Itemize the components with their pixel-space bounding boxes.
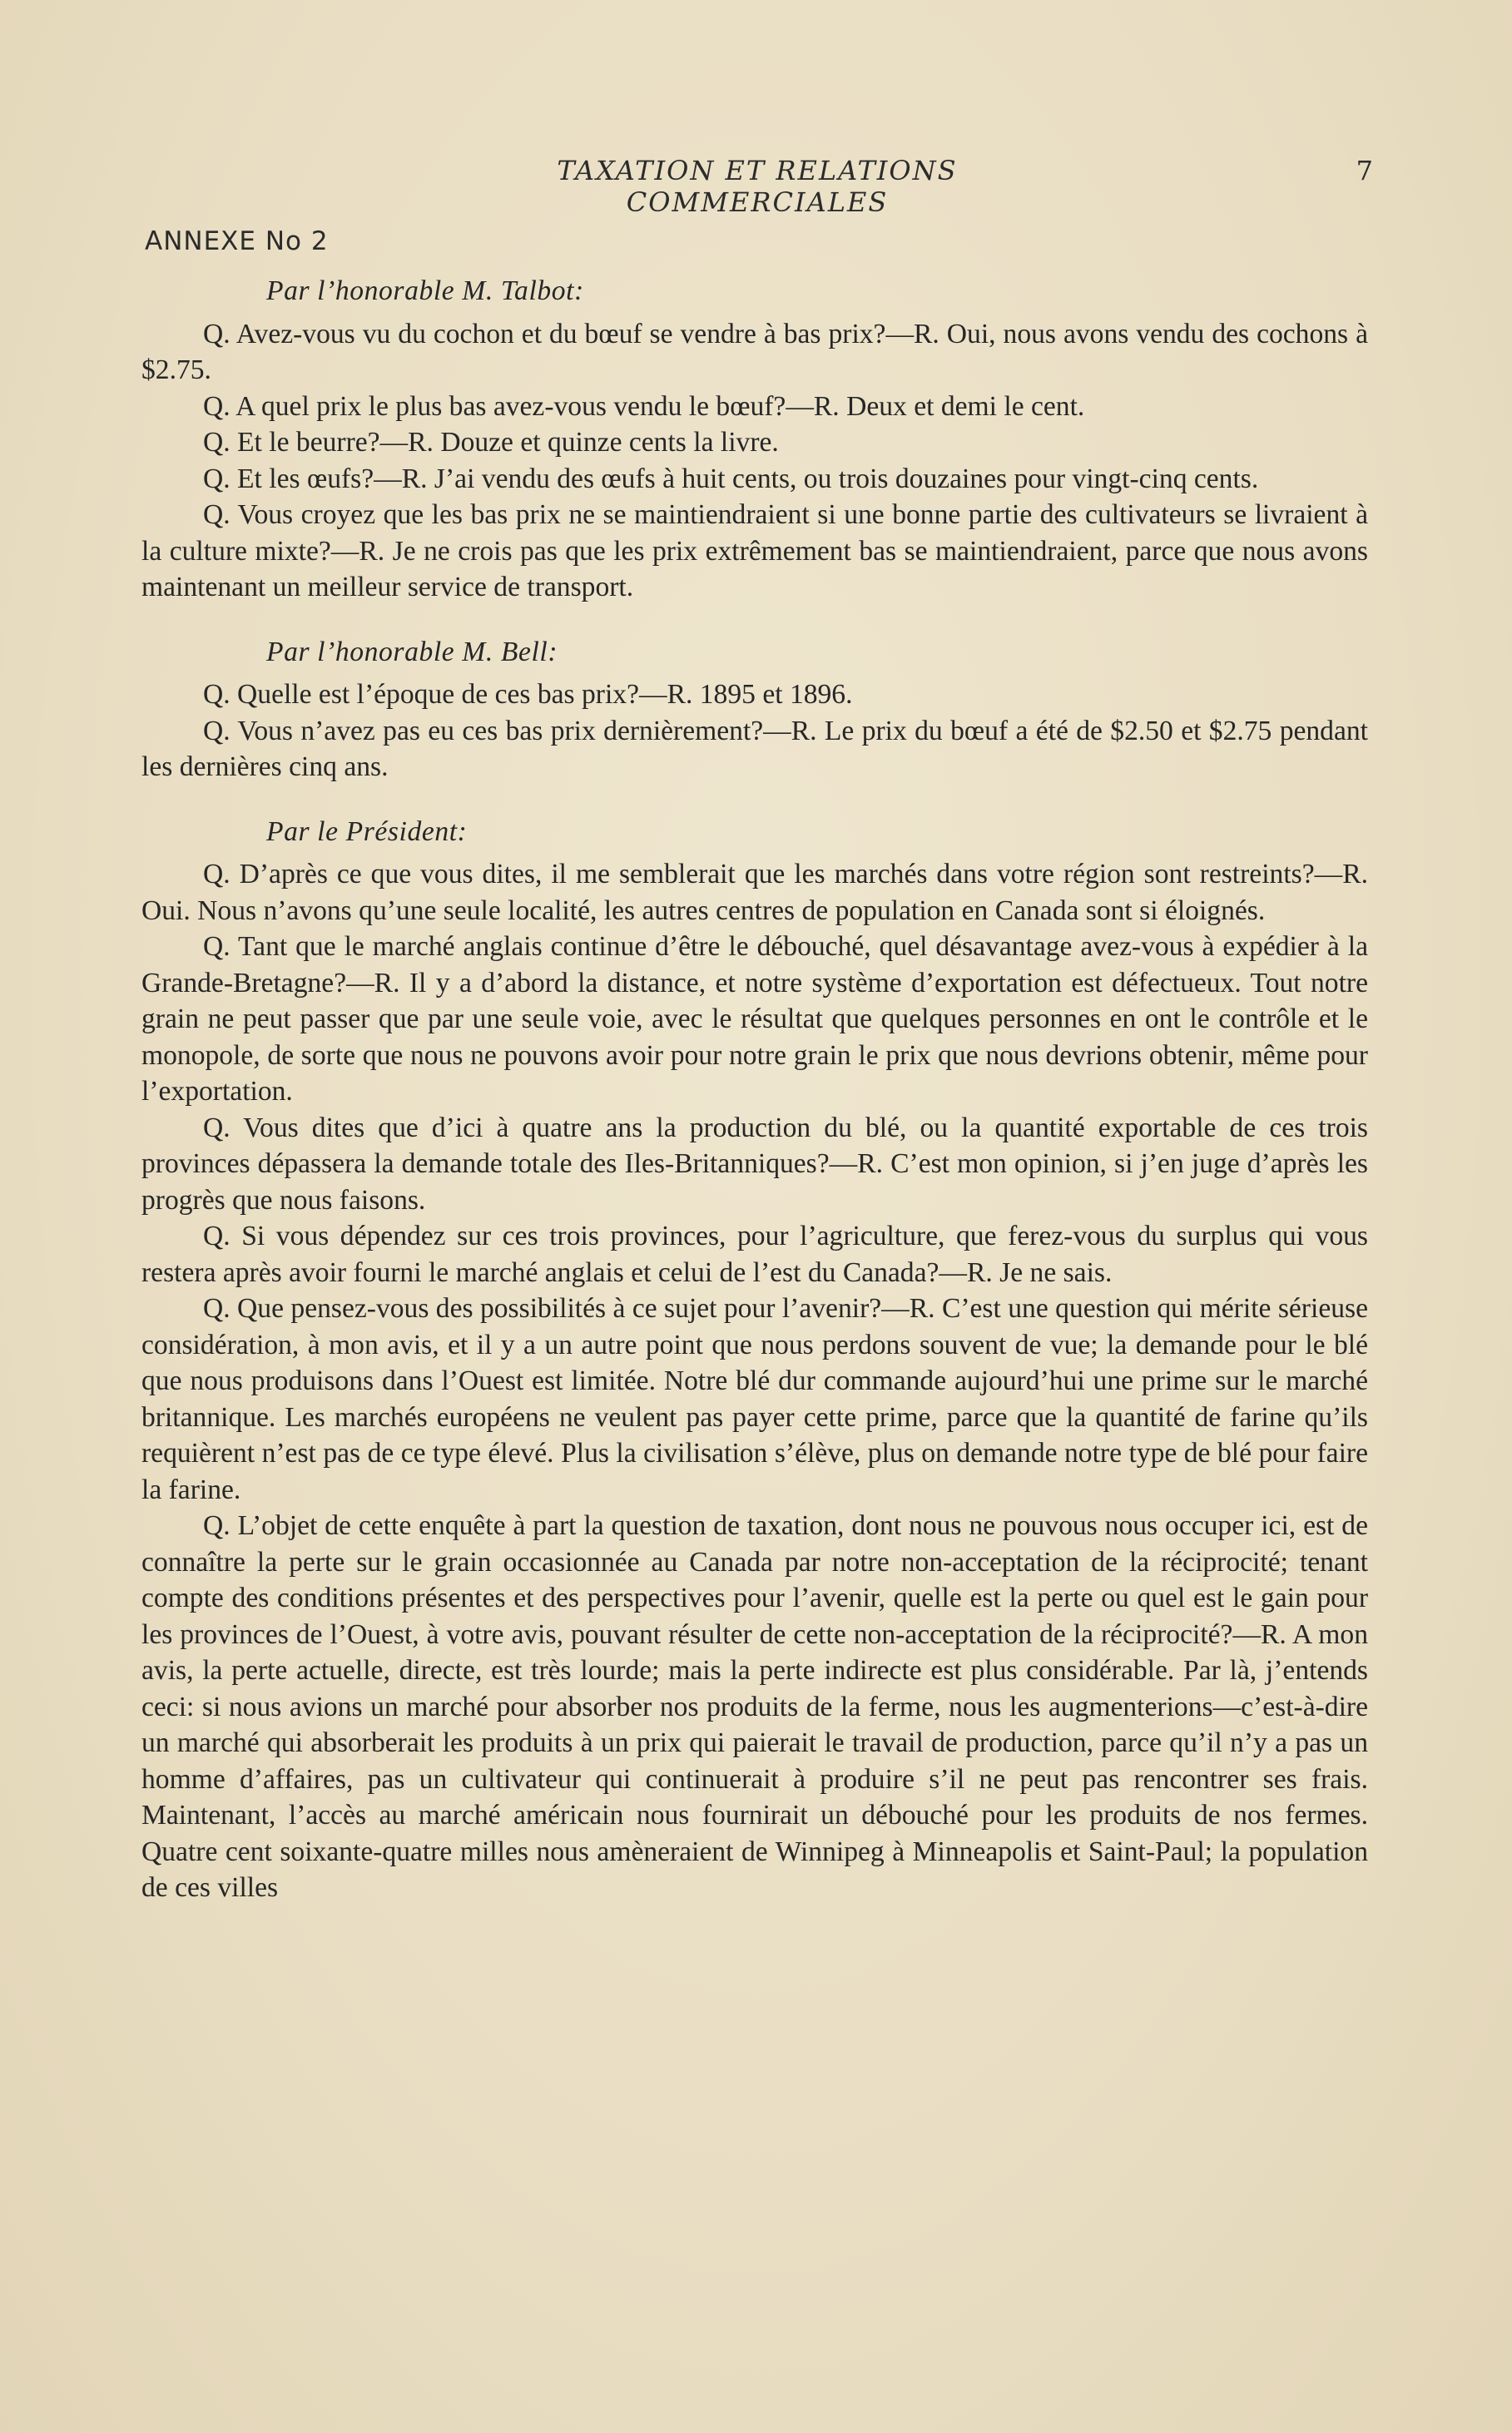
qa-paragraph: Q. Tant que le marché anglais continue d’être le débouché, quel désavantage avez-vous à expédier à la Grande-Bretagne?—R. Il y a d’abord la distance, et notre système d’exportation est défectueux. Tout notre grain ne peut passer que par une seule voie, avec le résultat que quelques personnes en ont le contrôle et le monopole, de sorte que nous ne pouvons avoir pour notre grain le prix que nous devrions obtenir, même pour l’exportation.	[141, 931, 1368, 1107]
qa-paragraph: Q. Et les œufs?—R. J’ai vendu des œufs à huit cents, ou trois douzaines pour vingt-cinq cents.	[203, 463, 1259, 494]
qa-paragraph: Q. Si vous dépendez sur ces trois provinces, pour l’agriculture, que ferez-vous du surplus qui vous restera après avoir fourni le marché anglais et celui de l’est du Canada?—R. Je ne sais.	[141, 1221, 1368, 1288]
qa-paragraph: Q. Vous n’avez pas eu ces bas prix dernièrement?—R. Le prix du bœuf a été de $2.50 et $2.75 pendant les dernières cinq ans.	[141, 715, 1368, 782]
qa-paragraph: Q. L’objet de cette enquête à part la question de taxation, dont nous ne pouvous nous occuper ici, est de connaître la perte sur le grain occasionnée au Canada par notre non-acceptation de la réciprocité; tenant compte des conditions présentes et des perspectives pour l’avenir, quelle est la perte ou quel est le gain pour les provinces de l’Ouest, à votre avis, pouvant résulter de cette non-acceptation de la réciprocité?—R. A mon avis, la perte actuelle, directe, est très lourde; mais la perte indirecte est plus considérable. Par là, j’entends ceci: si nous avions un marché pour absorber nos produits de la ferme, nous les augmenterions—c’est-à-dire un marché qui absorberait les produits à un prix qui paierait le travail de production, parce qu’il n’y a pas un homme d’affaires, pas un cultivateur qui continuerait à produire s’il ne peut pas rencontrer ses frais. Maintenant, l’accès au marché américain nous fournirait un débouché pour les produits de nos fermes. Quatre cent soixante-quatre milles nous amèneraient de Winnipeg à Minneapolis et Saint-Paul; la population de ces villes	[141, 1510, 1368, 1903]
document-body	[141, 273, 1368, 1906]
qa-paragraph: Q. Et le beurre?—R. Douze et quinze cents la livre.	[203, 427, 779, 458]
qa-paragraph: Q. Vous croyez que les bas prix ne se maintiendraient si une bonne partie des cultivateurs se livraient à la culture mixte?—R. Je ne crois pas que les prix extrêmement bas se maintiendraient, parce que nous avons maintenant un meilleur service de transport.	[141, 499, 1368, 602]
page-header	[141, 155, 1373, 218]
speaker-heading: Par le Président:	[266, 815, 468, 847]
speaker-heading: Par l’honorable M. Talbot:	[266, 275, 584, 306]
page-number: 7	[1356, 155, 1373, 186]
qa-paragraph: Q. Quelle est l’époque de ces bas prix?—R. 1895 et 1896.	[203, 679, 853, 710]
qa-paragraph: Q. D’après ce que vous dites, il me semblerait que les marchés dans votre région sont restreints?—R. Oui. Nous n’avons qu’une seule localité, les autres centres de population en Canada sont si éloignés.	[141, 859, 1368, 926]
annex-label: ANNEXE No 2	[145, 226, 329, 256]
qa-paragraph: Q. A quel prix le plus bas avez-vous vendu le bœuf?—R. Deux et demi le cent.	[203, 390, 1085, 422]
qa-paragraph: Q. Que pensez-vous des possibilités à ce sujet pour l’avenir?—R. C’est une question qui mérite sérieuse considération, à mon avis, et il y a un autre point que nous perdons souvent de vue; la demande pour le blé que nous produisons dans l’Ouest est limitée. Notre blé dur commande aujourd’hui une prime sur le marché britannique. Les marchés européens ne veulent pas payer cette prime, parce que la quantité de farine qu’ils requièrent n’est pas de ce type élevé. Plus la civilisation s’élève, plus on demande notre type de blé pour faire la farine.	[141, 1293, 1368, 1505]
qa-paragraph: Q. Vous dites que d’ici à quatre ans la production du blé, ou la quantité exportable de ces trois provinces dépassera la demande totale des Iles-Britanniques?—R. C’est mon opinion, si j’en juge d’après les progrès que nous faisons.	[141, 1112, 1368, 1216]
speaker-heading: Par l’honorable M. Bell:	[266, 636, 558, 667]
running-title: TAXATION ET RELATIONS COMMERCIALES	[557, 155, 958, 218]
qa-paragraph: Q. Avez-vous vu du cochon et du bœuf se vendre à bas prix?—R. Oui, nous avons vendu des cochons à $2.75.	[141, 318, 1368, 385]
